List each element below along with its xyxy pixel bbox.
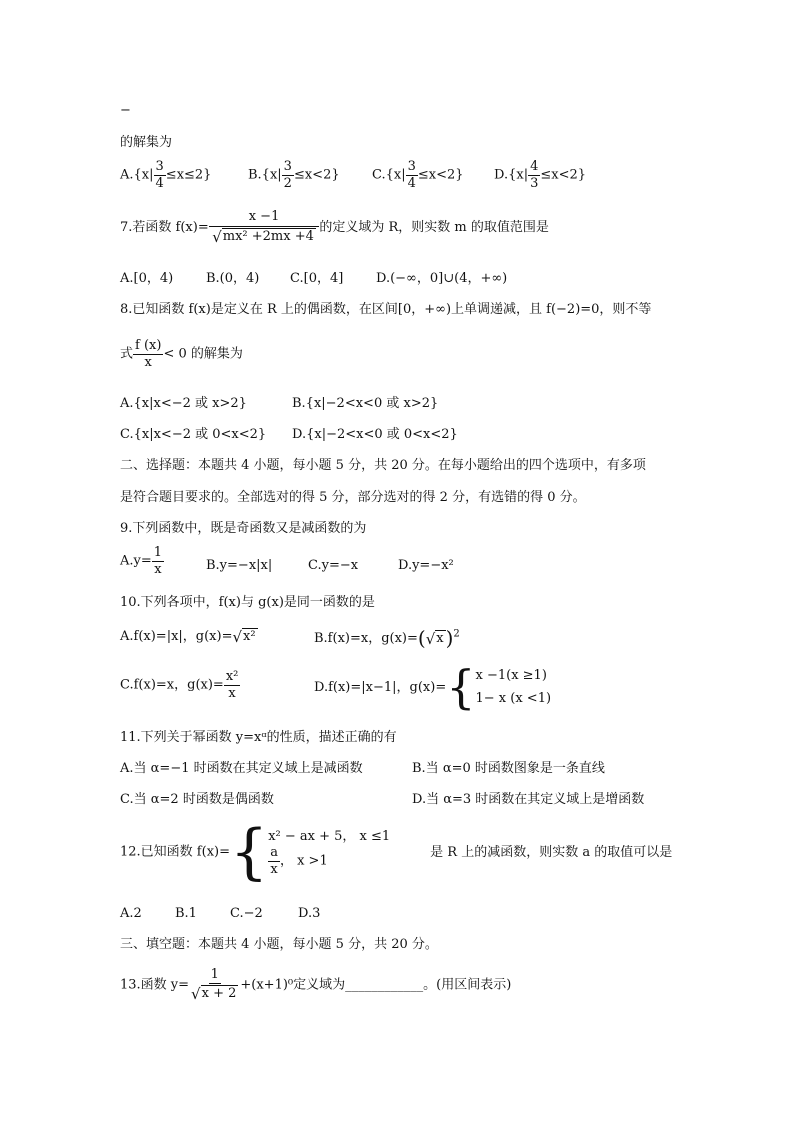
q8-option-d: D.{x|−2<x<0 或 0<x<2}	[292, 427, 458, 442]
q13-answer-blank: ____________	[345, 977, 424, 993]
section2-heading-line1: 二、选择题：本题共 4 小题，每小题 5 分，共 20 分。在每小题给出的四个选项中，有多项	[120, 458, 646, 473]
q8-option-c: C.{x|x<−2 或 0<x<2}	[120, 427, 267, 442]
q11-option-b: B.当 α=0 时函数图象是一条直线	[412, 761, 605, 776]
q9-option-a: A.y= $\frac{1}{x}$	[120, 545, 163, 577]
q10-option-c: C.f(x)=x，g(x)= $\frac{\text{x²}}{x}$	[120, 669, 239, 701]
q8-option-b: B.{x|−2<x<0 或 x>2}	[292, 396, 439, 411]
section3-heading: 三、填空题：本题共 4 小题，每小题 5 分，共 20 分。	[120, 937, 438, 952]
q12-option-b: B.1	[175, 906, 197, 921]
q10-option-d: D.f(x)=|x−1|，g(x)={ x −1(x ≥1) 1− x (x <1)	[314, 660, 552, 715]
q7-stem: 7.若函数 f(x)= $\frac{x -1}{\text{√mx² +2mx +4}}$ 的定义域为 R，则实数 m 的取值范围是	[120, 209, 549, 246]
q11-option-d: D.当 α=3 时函数在其定义域上是增函数	[412, 792, 645, 807]
q11-option-c: C.当 α=2 时函数是偶函数	[120, 792, 274, 807]
q9-option-b: B.y=−x|x|	[206, 558, 273, 573]
q6-option-d: D.{x| $\frac{4}{3}$ ≤x<2}	[494, 159, 587, 191]
q12-stem: 12.已知函数 f(x)={ x² − ax + 5， x ≤1 $\frac{a}{x}$ ， x >1 是 R 上的减函数，则实数 a 的取值可以是	[120, 817, 673, 887]
q10-stem: 10.下列各项中，f(x)与 g(x)是同一函数的是	[120, 595, 375, 610]
q8-option-a: A.{x|x<−2 或 x>2}	[120, 396, 247, 411]
q11-option-a: A.当 α=−1 时函数在其定义域上是减函数	[120, 761, 363, 776]
q9-stem: 9.下列函数中，既是奇函数又是减函数的为	[120, 521, 367, 536]
q7-option-c: C.[0，4]	[290, 271, 344, 286]
q6-option-a: A.{x| $\frac{3}{4}$ ≤x≤2}	[120, 159, 212, 191]
q12-option-c: C.−2	[230, 906, 263, 921]
q6-option-b: B.{x| $\frac{3}{2}$ ≤x<2}	[248, 159, 340, 191]
q13-stem: 13.函数 y= $\frac{1}{√x + 2}$ +(x+1)⁰定义域为____________。(用区间表示)	[120, 967, 512, 1003]
q11-stem: 11.下列关于幂函数 y=xᵅ的性质，描述正确的有	[120, 730, 397, 745]
q9-option-c: C.y=−x	[308, 558, 359, 573]
top-mark: −	[120, 103, 131, 118]
q7-option-b: B.(0，4)	[206, 271, 260, 286]
q8-stem-line2: 式 $\frac{f (x)}{x}$ < 0 的解集为	[120, 338, 243, 370]
q12-option-a: A.2	[120, 906, 142, 921]
q8-stem-line1: 8.已知函数 f(x)是定义在 R 上的偶函数，在区间[0，+∞)上单调递减，且 f(−2)=0，则不等	[120, 302, 652, 317]
q10-option-b: B.f(x)=x，g(x)=(√x )$^2$	[314, 626, 460, 650]
q7-option-a: A.[0，4)	[120, 271, 174, 286]
q10-option-a: A.f(x)=|x|，g(x)=√x²	[120, 628, 256, 646]
q12-option-d: D.3	[298, 906, 321, 921]
q7-option-d: D.(−∞，0]∪(4，+∞)	[376, 271, 508, 286]
q6-option-c: C.{x| $\frac{3}{4}$ ≤x<2}	[372, 159, 464, 191]
section2-heading-line2: 是符合题目要求的。全部选对的得 5 分，部分选对的得 2 分，有选错的得 0 分。	[120, 490, 586, 505]
q9-option-d: D.y=−x²	[398, 558, 454, 573]
q6-tail: 的解集为	[120, 135, 173, 150]
